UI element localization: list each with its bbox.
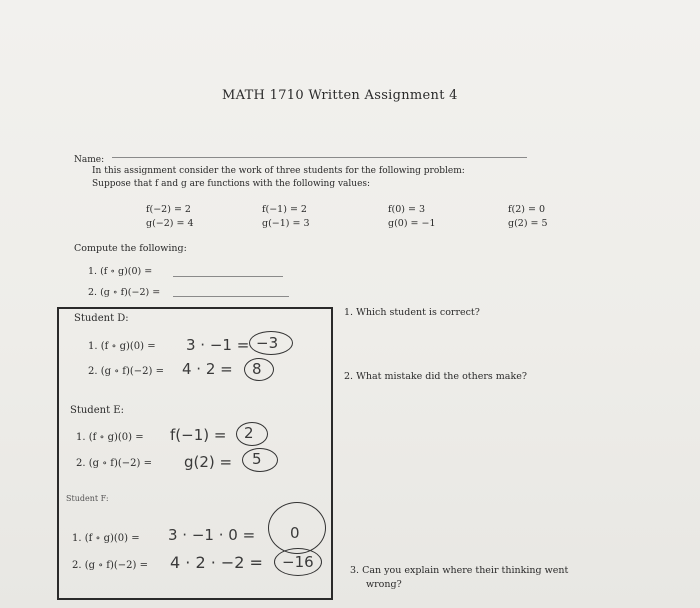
compute-label: Compute the following: [74,243,187,254]
student-e-line-1: 1. (f ∘ g)(0) = [76,432,144,443]
value-g-2: g(2) = 5 [508,218,548,229]
student-e-answer-2: 5 [252,450,262,468]
student-f-answer-2: −16 [282,553,314,571]
question-3-line-1: 3. Can you explain where their thinking went [350,565,569,576]
student-f-line-2: 2. (g ∘ f)(−2) = [72,560,148,571]
intro-line-1: In this assignment consider the work of three students for the following problem: [92,166,465,176]
student-d-work-2: 4 · 2 = [182,360,233,378]
student-d-answer-2-circle [244,358,274,381]
question-2: 2. What mistake did the others make? [344,371,527,382]
compute-blank-2 [173,296,289,297]
student-e-work-2: g(2) = [184,453,233,471]
student-e-answer-2-circle [242,448,278,472]
compute-blank-1 [173,276,283,277]
value-f-2: f(2) = 0 [508,204,546,215]
student-f-answer-2-circle [274,548,322,576]
question-3-line-2: wrong? [366,579,402,590]
student-e-line-2: 2. (g ∘ f)(−2) = [76,458,152,469]
student-d-answer-2: 8 [252,360,262,378]
student-d-label: Student D: [74,313,129,324]
student-f-answer-1: 0 [290,524,300,542]
name-label: Name: [74,155,105,165]
name-blank-line [112,157,527,158]
student-f-work-1: 3 · −1 · 0 = [168,526,256,544]
value-g-neg2: g(−2) = 4 [146,218,194,229]
value-g-neg1: g(−1) = 3 [262,218,310,229]
student-e-label: Student E: [70,405,124,416]
student-e-work-1: f(−1) = [170,426,227,444]
question-1: 1. Which student is correct? [344,307,480,318]
student-e-answer-1: 2 [244,424,254,442]
student-e-answer-1-circle [236,422,268,446]
value-f-neg2: f(−2) = 2 [146,204,191,215]
page-title: MATH 1710 Written Assignment 4 [222,88,458,103]
student-f-line-1: 1. (f ∘ g)(0) = [72,533,140,544]
student-d-line-1: 1. (f ∘ g)(0) = [88,341,156,352]
compute-item-1: 1. (f ∘ g)(0) = [88,266,153,277]
value-g-0: g(0) = −1 [388,218,436,229]
student-f-label: Student F: [66,494,109,503]
student-f-work-2: 4 · 2 · −2 = [170,553,263,572]
intro-line-2: Suppose that f and g are functions with the following values: [92,179,371,189]
student-d-answer-1-circle [249,331,293,355]
value-f-0: f(0) = 3 [388,204,426,215]
compute-item-2: 2. (g ∘ f)(−2) = [88,287,161,298]
value-f-neg1: f(−1) = 2 [262,204,307,215]
student-d-line-2: 2. (g ∘ f)(−2) = [88,366,164,377]
student-d-work-1: 3 · −1 = [186,336,250,354]
student-d-answer-1: −3 [256,334,279,352]
student-f-answer-1-circle [268,502,326,554]
